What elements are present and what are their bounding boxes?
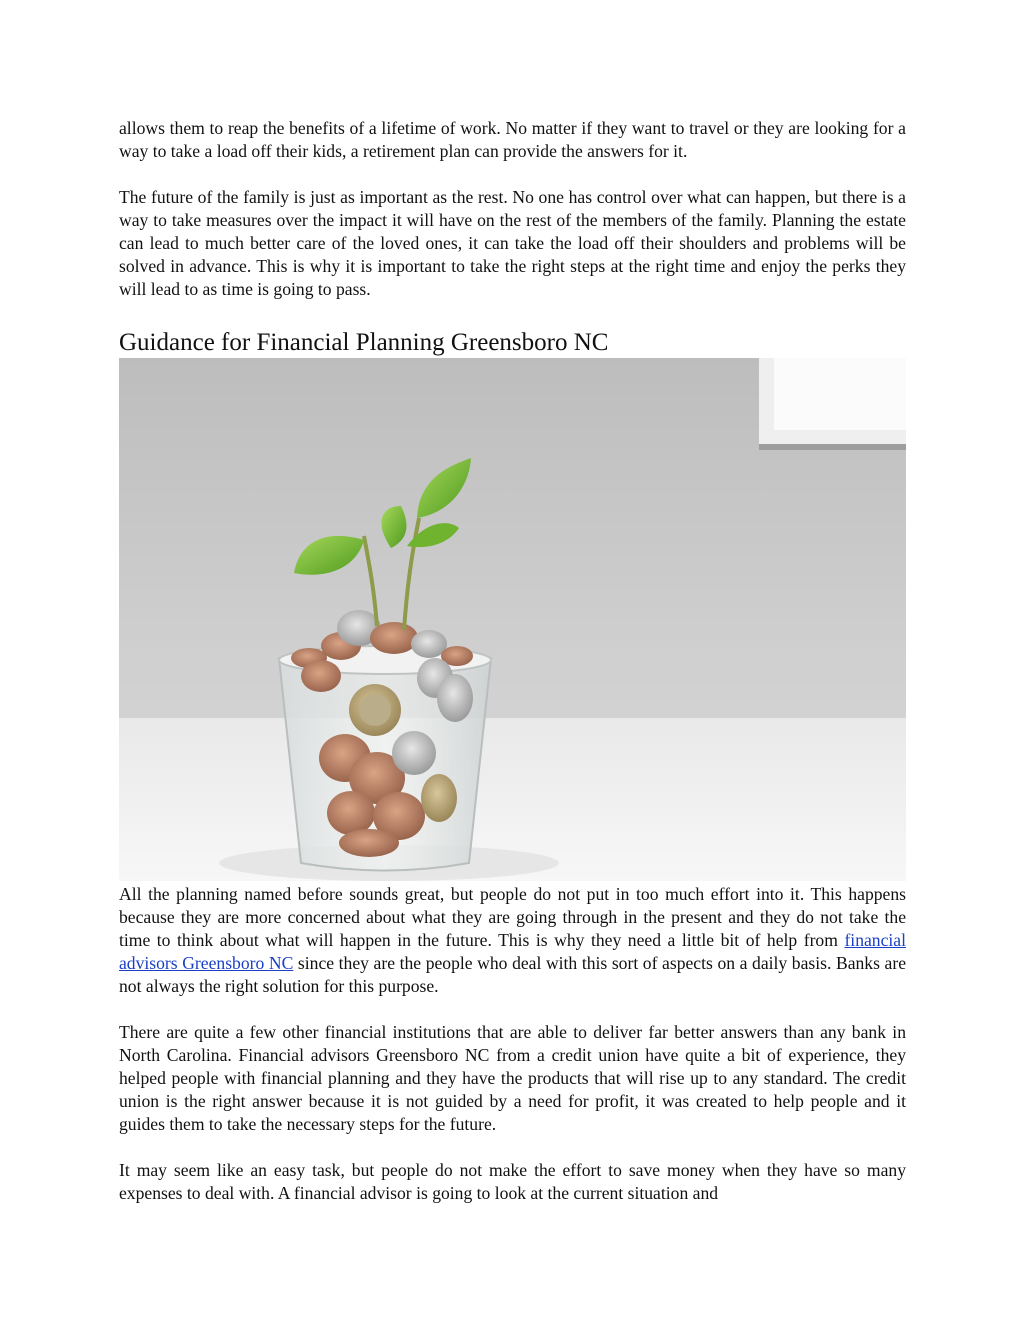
paragraph-text-before-link: All the planning named before sounds great, but people do not put in too much effort into it. This happens because they are more concerned about what they are going through in the present and they do not take the time to think about what will happen in the future. This is why they need a little bit of help from (119, 884, 906, 950)
financial-advisors-link[interactable]: financial advisors Greensboro NC (119, 930, 906, 973)
paragraph-family-future: The future of the family is just as important as the rest. No one has control over what can happen, but there is a way to take measures over the impact it will have on the rest of the members of the family. Planning the estate can lead to much better care of the loved ones, it can take the load off their shoulders and problems will be solved in advance. This is why it is important to take the right steps at the right time and enjoy the perks they will lead to as time is going to pass. (119, 187, 906, 299)
section-heading: Guidance for Financial Planning Greensboro NC (119, 329, 609, 356)
intro-text (119, 117, 906, 301)
paragraph-planning-effort (119, 883, 906, 998)
plant-in-glass-of-coins-photo (119, 358, 906, 881)
paragraph-saving-money: It may seem like an easy task, but people do not make the effort to save money when they have so many expenses to deal with. A financial advisor is going to look at the current situation and (119, 1160, 906, 1203)
paragraph-text-after-link: since they are the people who deal with this sort of aspects on a daily basis. Banks are not always the right solution for this purpose. (119, 953, 907, 996)
paragraph-credit-union: There are quite a few other financial institutions that are able to deliver far better answers than any bank in North Carolina. Financial advisors Greensboro NC from a credit union have quite a bit of experience, they helped people with financial planning and they have the products that will rise up to any standard. The credit union is the right answer because it is not guided by a need for profit, it was created to help people and it guides them to take the necessary steps for the future. (119, 1022, 906, 1134)
paragraph-retirement: allows them to reap the benefits of a lifetime of work. No matter if they want to travel or they are looking for a way to take a load off their kids, a retirement plan can provide the answers for it. (119, 118, 906, 161)
section-text (119, 883, 906, 1205)
